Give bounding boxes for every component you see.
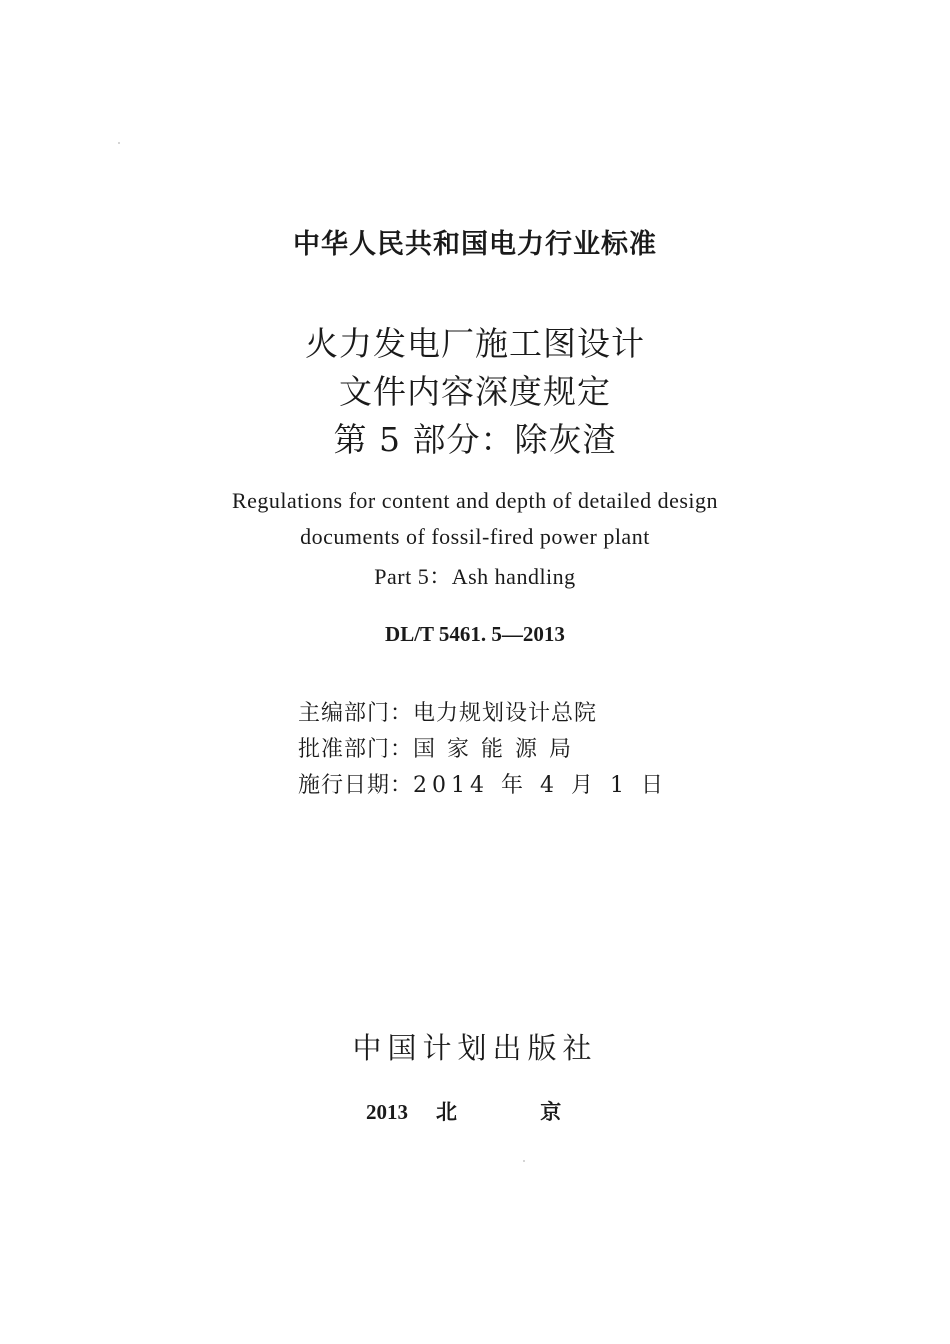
chinese-title-line-2: 文件内容深度规定 [339, 372, 611, 411]
publisher-name: 中国计划出版社 [352, 1031, 598, 1065]
effective-date-label: 施行日期： [298, 773, 414, 798]
chinese-title-line-3: 第 5 部分：除灰渣 [333, 420, 617, 459]
editor-department-row [298, 696, 597, 727]
english-title-line-3: Part 5：Ash handling [374, 564, 576, 589]
standard-code: DL/T 5461. 5—2013 [385, 622, 565, 646]
chinese-title-line-1: 火力发电厂施工图设计 [305, 324, 645, 363]
english-title-line-1: Regulations for content and depth of detailed design [231, 488, 719, 513]
imprint-year: 2013 [366, 1100, 408, 1124]
effective-date-value: 2014 年 4 月 1 日 [413, 773, 668, 798]
approving-department-label: 批准部门： [298, 737, 414, 762]
scan-speck [523, 1160, 525, 1162]
editor-department-value: 电力规划设计总院 [413, 701, 598, 726]
approving-department-value: 国家能源局 [413, 737, 584, 762]
editor-department-label: 主编部门： [298, 701, 414, 726]
imprint [366, 1096, 599, 1126]
english-title-line-2: documents of fossil-fired power plant [300, 524, 650, 549]
scan-speck [118, 142, 120, 144]
approving-department-row [298, 732, 583, 763]
effective-date-row [298, 768, 668, 799]
industry-standard-heading: 中华人民共和国电力行业标准 [293, 229, 657, 260]
imprint-city: 北 京 [436, 1100, 600, 1124]
